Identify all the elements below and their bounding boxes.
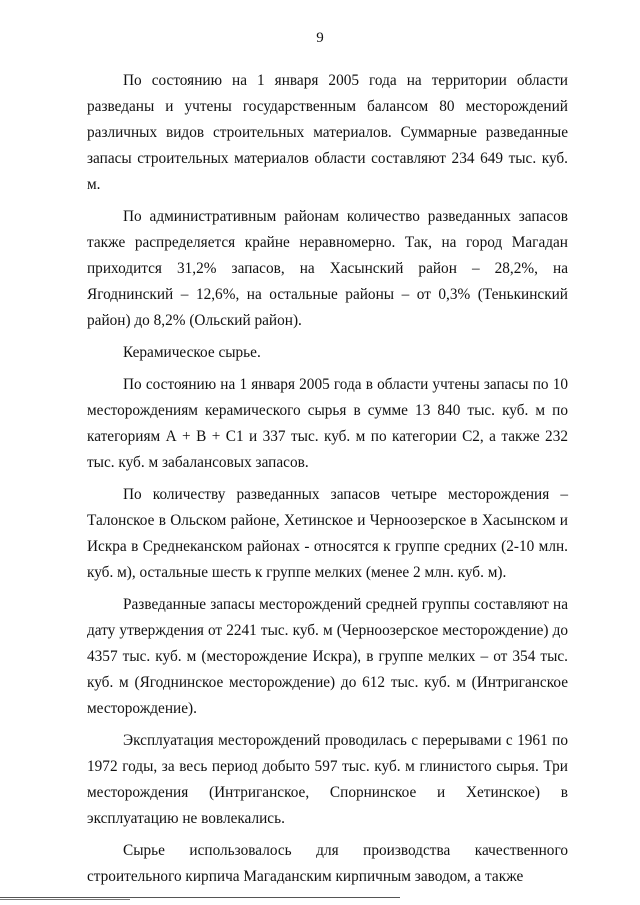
paragraph-deposit-groups: По количеству разведанных запасов четыре месторождения – Талонское в Ольском районе, Хетинское и Черноозерское в Хасынском и Искра в Среднеканском районах - относятся к группе средних (2-10 млн. куб. м), остальные шесть к группе мелких (менее 2 млн. куб. м). (87, 486, 568, 581)
page-number: 9 (316, 30, 324, 46)
scan-edge-line-short (0, 899, 130, 900)
paragraph-usage: Сырье использовалось для производства качественного строительного кирпича Магаданским кирпичным заводом, а также (87, 842, 568, 885)
paragraph-district-distribution: По административным районам количество разведанных запасов также распределяется крайне неравномерно. Так, на город Магадан приходится 31,2% запасов, на Хасынский район – 28,2%, на Ягоднинский – 12,6%, на остальные районы – от 0,3% (Тенькинский район) до 8,2% (Ольский район). (87, 208, 568, 329)
paragraph-medium-group: Разведанные запасы месторождений средней группы составляют на дату утверждения от 2241 тыс. куб. м (Черноозерское месторождение) до 4357 тыс. куб. м (месторождение Искра), в группе мелких – от 354 тыс. куб. м (Ягоднинское месторождение) до 612 тыс. куб. м (Интриганское месторождение). (87, 596, 568, 717)
paragraph-exploitation: Эксплуатация месторождений проводилась с перерывами с 1961 по 1972 годы, за весь период добыто 597 тыс. куб. м глинистого сырья. Три месторождения (Интриганское, Спорнинское и Хетинское) в эксплуатацию не вовлекались. (87, 732, 568, 827)
body-text (87, 68, 568, 896)
section-heading-ceramic: Керамическое сырье. (123, 344, 261, 361)
paragraph-reserves-total: По состоянию на 1 января 2005 года на территории области разведаны и учтены государственным балансом 80 месторождений различных видов строительных материалов. Суммарные разведанные запасы строительных материалов области составляют 234 649 тыс. куб. м. (87, 72, 568, 193)
paragraph-ceramic-reserves: По состоянию на 1 января 2005 года в области учтены запасы по 10 месторождениям керамического сырья в сумме 13 840 тыс. куб. м по категориям А + В + С1 и 337 тыс. куб. м по категории С2, а также 232 тыс. куб. м забалансовых запасов. (87, 376, 568, 471)
scan-edge-line (0, 897, 400, 898)
